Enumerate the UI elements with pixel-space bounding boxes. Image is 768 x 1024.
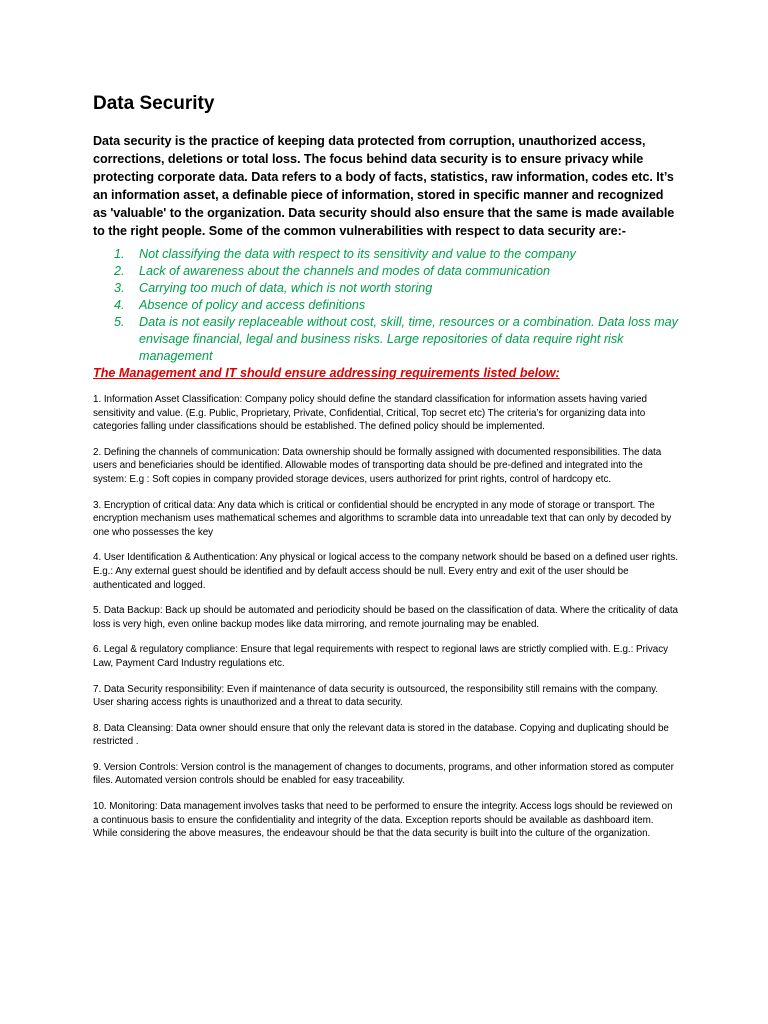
document-title: Data Security [93,93,215,114]
vulnerability-text: Not classifying the data with respect to its sensitivity and value to the company [139,247,576,261]
vulnerability-number: 2. [114,264,125,278]
vulnerability-list [93,246,678,365]
requirements-list [93,393,678,841]
requirement-item: 8. Data Cleansing: Data owner should ensure that only the relevant data is stored in the database. Copying and duplicating should be restricted . [93,722,669,748]
vulnerability-item [114,314,678,365]
requirement-item: 6. Legal & regulatory compliance: Ensure that legal requirements with respect to regional laws are strictly complied with. E.g.: Privacy Law, Payment Card Industry regulations etc. [93,644,668,669]
requirement-item: 3. Encryption of critical data: Any data which is critical or confidential should be encrypted in any mode of storage or transport. The encryption mechanism uses mathematical schemes and algorithms to scramble data into unreadable text that can only by decoded by one who possesses the key [93,499,672,538]
requirement-item: 5. Data Backup: Back up should be automated and periodicity should be based on the classification of data. Where the criticality of data loss is very high, even online backup modes like data mirroring, and remote journaling may be enabled. [93,605,678,630]
vulnerability-item [114,263,678,280]
intro-paragraph: Data security is the practice of keeping data protected from corruption, unauthorized access, corrections, deletions or total loss. The focus behind data security is to ensure privacy while protecting corporate data. Data refers to a body of facts, statistics, raw information, codes etc. It’s an information asset, a definable piece of information, stored in specific manner and recognized as 'valuable' to the organization. Data security should also ensure that the same is made available to the right people. Some of the common vulnerabilities with respect to data security are:- [93,134,675,238]
requirement-item: 2. Defining the channels of communication: Data ownership should be formally assigned with documented responsibilities. The data users and beneficiaries should be identified. Allowable modes of transporting data should be pre-defined and integrated into the system: E.g : Soft copies in company provided storage devices, users authorized for print rights, control of hardcopy etc. [93,446,662,485]
vulnerability-text: Lack of awareness about the channels and modes of data communication [139,264,550,278]
vulnerability-text: Absence of policy and access definitions [139,298,366,312]
vulnerability-item [114,297,678,314]
vulnerability-number: 5. [114,315,125,329]
vulnerability-number: 4. [114,298,125,312]
requirement-item: 1. Information Asset Classification: Company policy should define the standard classification for information assets having varied sensitivity and value. (E.g. Public, Proprietary, Private, Confidential, Critical, Top secret etc) The criteria’s for organizing data into categories falling under classifications should be established. The defined policy should be implemented. [93,394,647,433]
requirement-item: 9. Version Controls: Version control is the management of changes to documents, programs, and other information stored as computer files. Automated version controls should be enabled for easy traceability. [93,761,674,787]
vulnerability-text: Carrying too much of data, which is not worth storing [139,281,433,295]
requirement-item: 10. Monitoring: Data management involves tasks that need to be performed to ensure the integrity. Access logs should be reviewed on a continuous basis to ensure the confidentiality and integrity of the data. Exception reports should be available as dashboard item. While considering the above measures, the endeavour should be that the data security is built into the culture of the organization. [93,801,673,840]
vulnerability-item [114,246,678,263]
management-heading: The Management and IT should ensure addressing requirements listed below: [93,366,560,380]
vulnerability-item [114,280,678,297]
vulnerability-number: 1. [114,247,125,261]
requirement-item: 7. Data Security responsibility: Even if maintenance of data security is outsourced, the responsibility still remains with the company. User sharing access rights is unauthorized and a threat to data security. [93,683,658,709]
document-content [93,92,678,853]
vulnerability-text: Data is not easily replaceable without cost, skill, time, resources or a combination. Data loss may envisage financial, legal and business risks. Large repositories of data require right risk management [139,315,678,363]
requirement-item: 4. User Identification & Authentication: Any physical or logical access to the company network should be based on a defined user rights. E.g.: Any external guest should be identified and by default access should be null. Every entry and exit of the user should be authenticated and logged. [93,552,678,591]
vulnerability-number: 3. [114,281,125,295]
